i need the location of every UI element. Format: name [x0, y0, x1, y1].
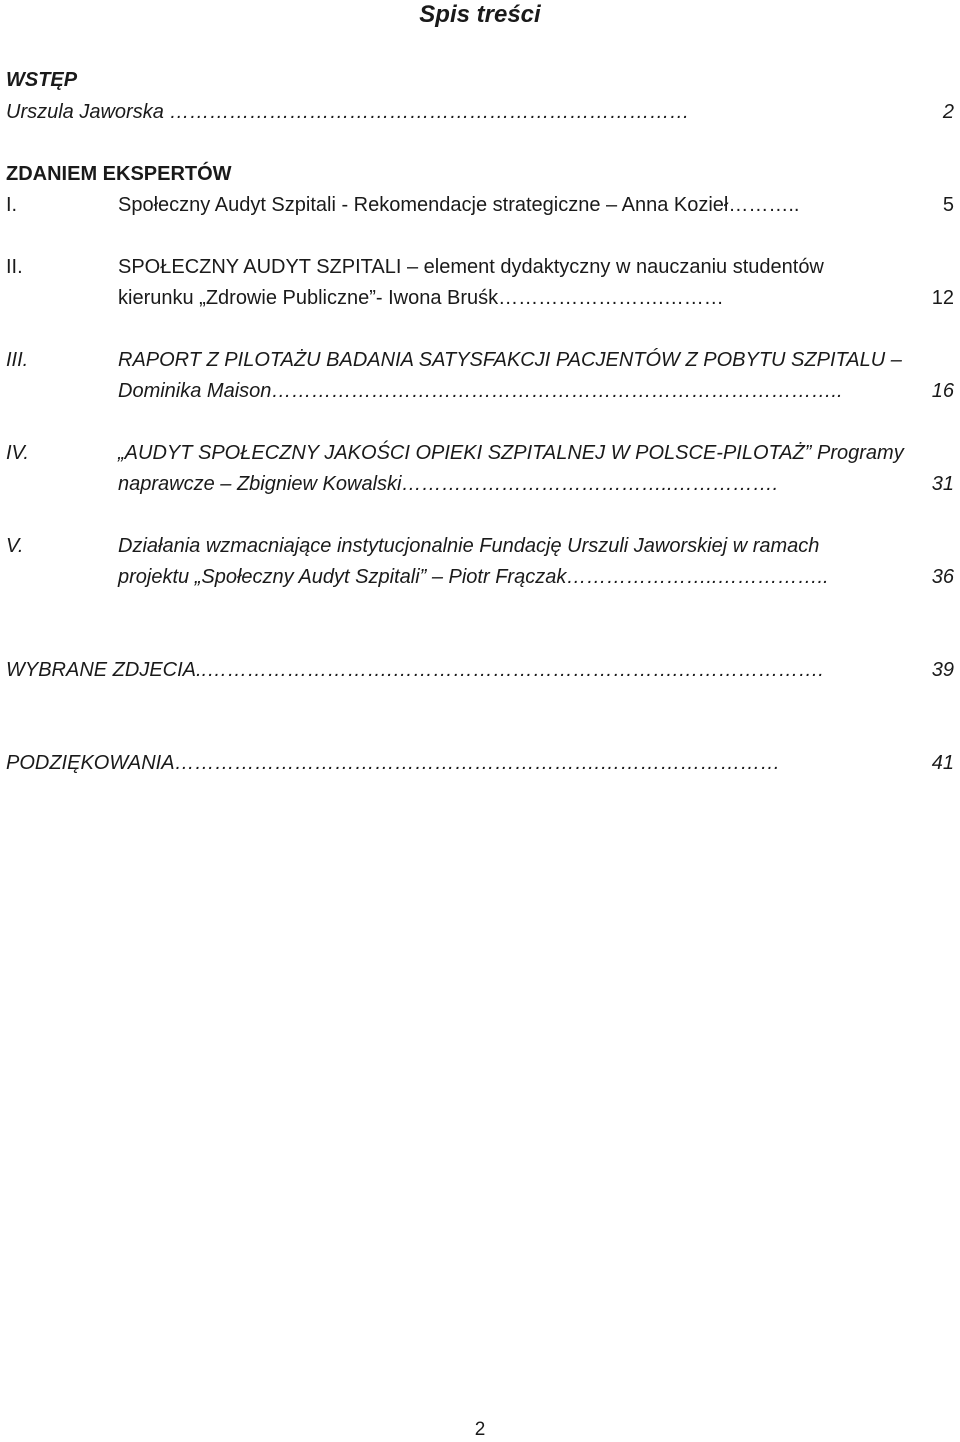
toc-entry-podziekowania-page: 41 — [931, 752, 954, 774]
toc-item-page: 5 — [942, 194, 954, 216]
toc-item-text: SPOŁECZNY AUDYT SZPITALI – element dydaktyczny w nauczaniu studentów — [118, 256, 824, 278]
toc-item-text-continued: naprawcze – Zbigniew Kowalski…………………………………..……………. — [118, 473, 779, 495]
toc-item-text: RAPORT Z PILOTAŻU BADANIA SATYSFAKCJI PACJENTÓW Z POBYTU SZPITALU – — [118, 349, 902, 371]
toc-item-number: IV. — [6, 442, 29, 464]
toc-entry-wstep-page: 2 — [942, 101, 954, 123]
toc-item-text: Działania wzmacniające instytucjonalnie Fundację Urszuli Jaworskiej w ramach — [118, 535, 820, 557]
toc-item-page: 16 — [931, 380, 954, 402]
toc-item-text-continued: projektu „Społeczny Audyt Szpitali” – Piotr Frączak…………………..…………….. — [118, 566, 829, 588]
section-heading-eksperci: ZDANIEM EKSPERTÓW — [6, 163, 232, 185]
toc-item-text-continued: kierunku „Zdrowie Publiczne”- Iwona Bruśk…………………….……… — [118, 287, 724, 309]
toc-item-page: 12 — [931, 287, 954, 309]
toc-item-number: V. — [6, 535, 24, 557]
toc-item-number: II. — [6, 256, 23, 278]
toc-entry-wstep-text: Urszula Jaworska …………………………………………………………………… — [6, 101, 690, 123]
toc-entry-podziekowania-text: PODZIĘKOWANIA……………………………………………………….……………………… — [6, 752, 781, 774]
toc-item-text-continued: Dominika Maison………………………………………………………………………….. — [118, 380, 843, 402]
toc-entry-zdjecia-text: WYBRANE ZDJECIA..……………………….…………………………………….…………………. — [6, 659, 824, 681]
toc-item-page: 31 — [931, 473, 954, 495]
toc-entry-zdjecia-page: 39 — [931, 659, 954, 681]
toc-item-page: 36 — [931, 566, 954, 588]
toc-item-number: III. — [6, 349, 29, 371]
page-title: Spis treści — [419, 1, 541, 28]
toc-item-text: Społeczny Audyt Szpitali - Rekomendacje strategiczne – Anna Kozieł……….. — [118, 194, 800, 216]
footer-page-number: 2 — [474, 1419, 486, 1440]
toc-item-text: „AUDYT SPOŁECZNY JAKOŚCI OPIEKI SZPITALNEJ W POLSCE-PILOTAŻ” Programy — [118, 442, 904, 464]
toc-item-number: I. — [6, 194, 18, 216]
section-heading-wstep: WSTĘP — [6, 69, 78, 91]
